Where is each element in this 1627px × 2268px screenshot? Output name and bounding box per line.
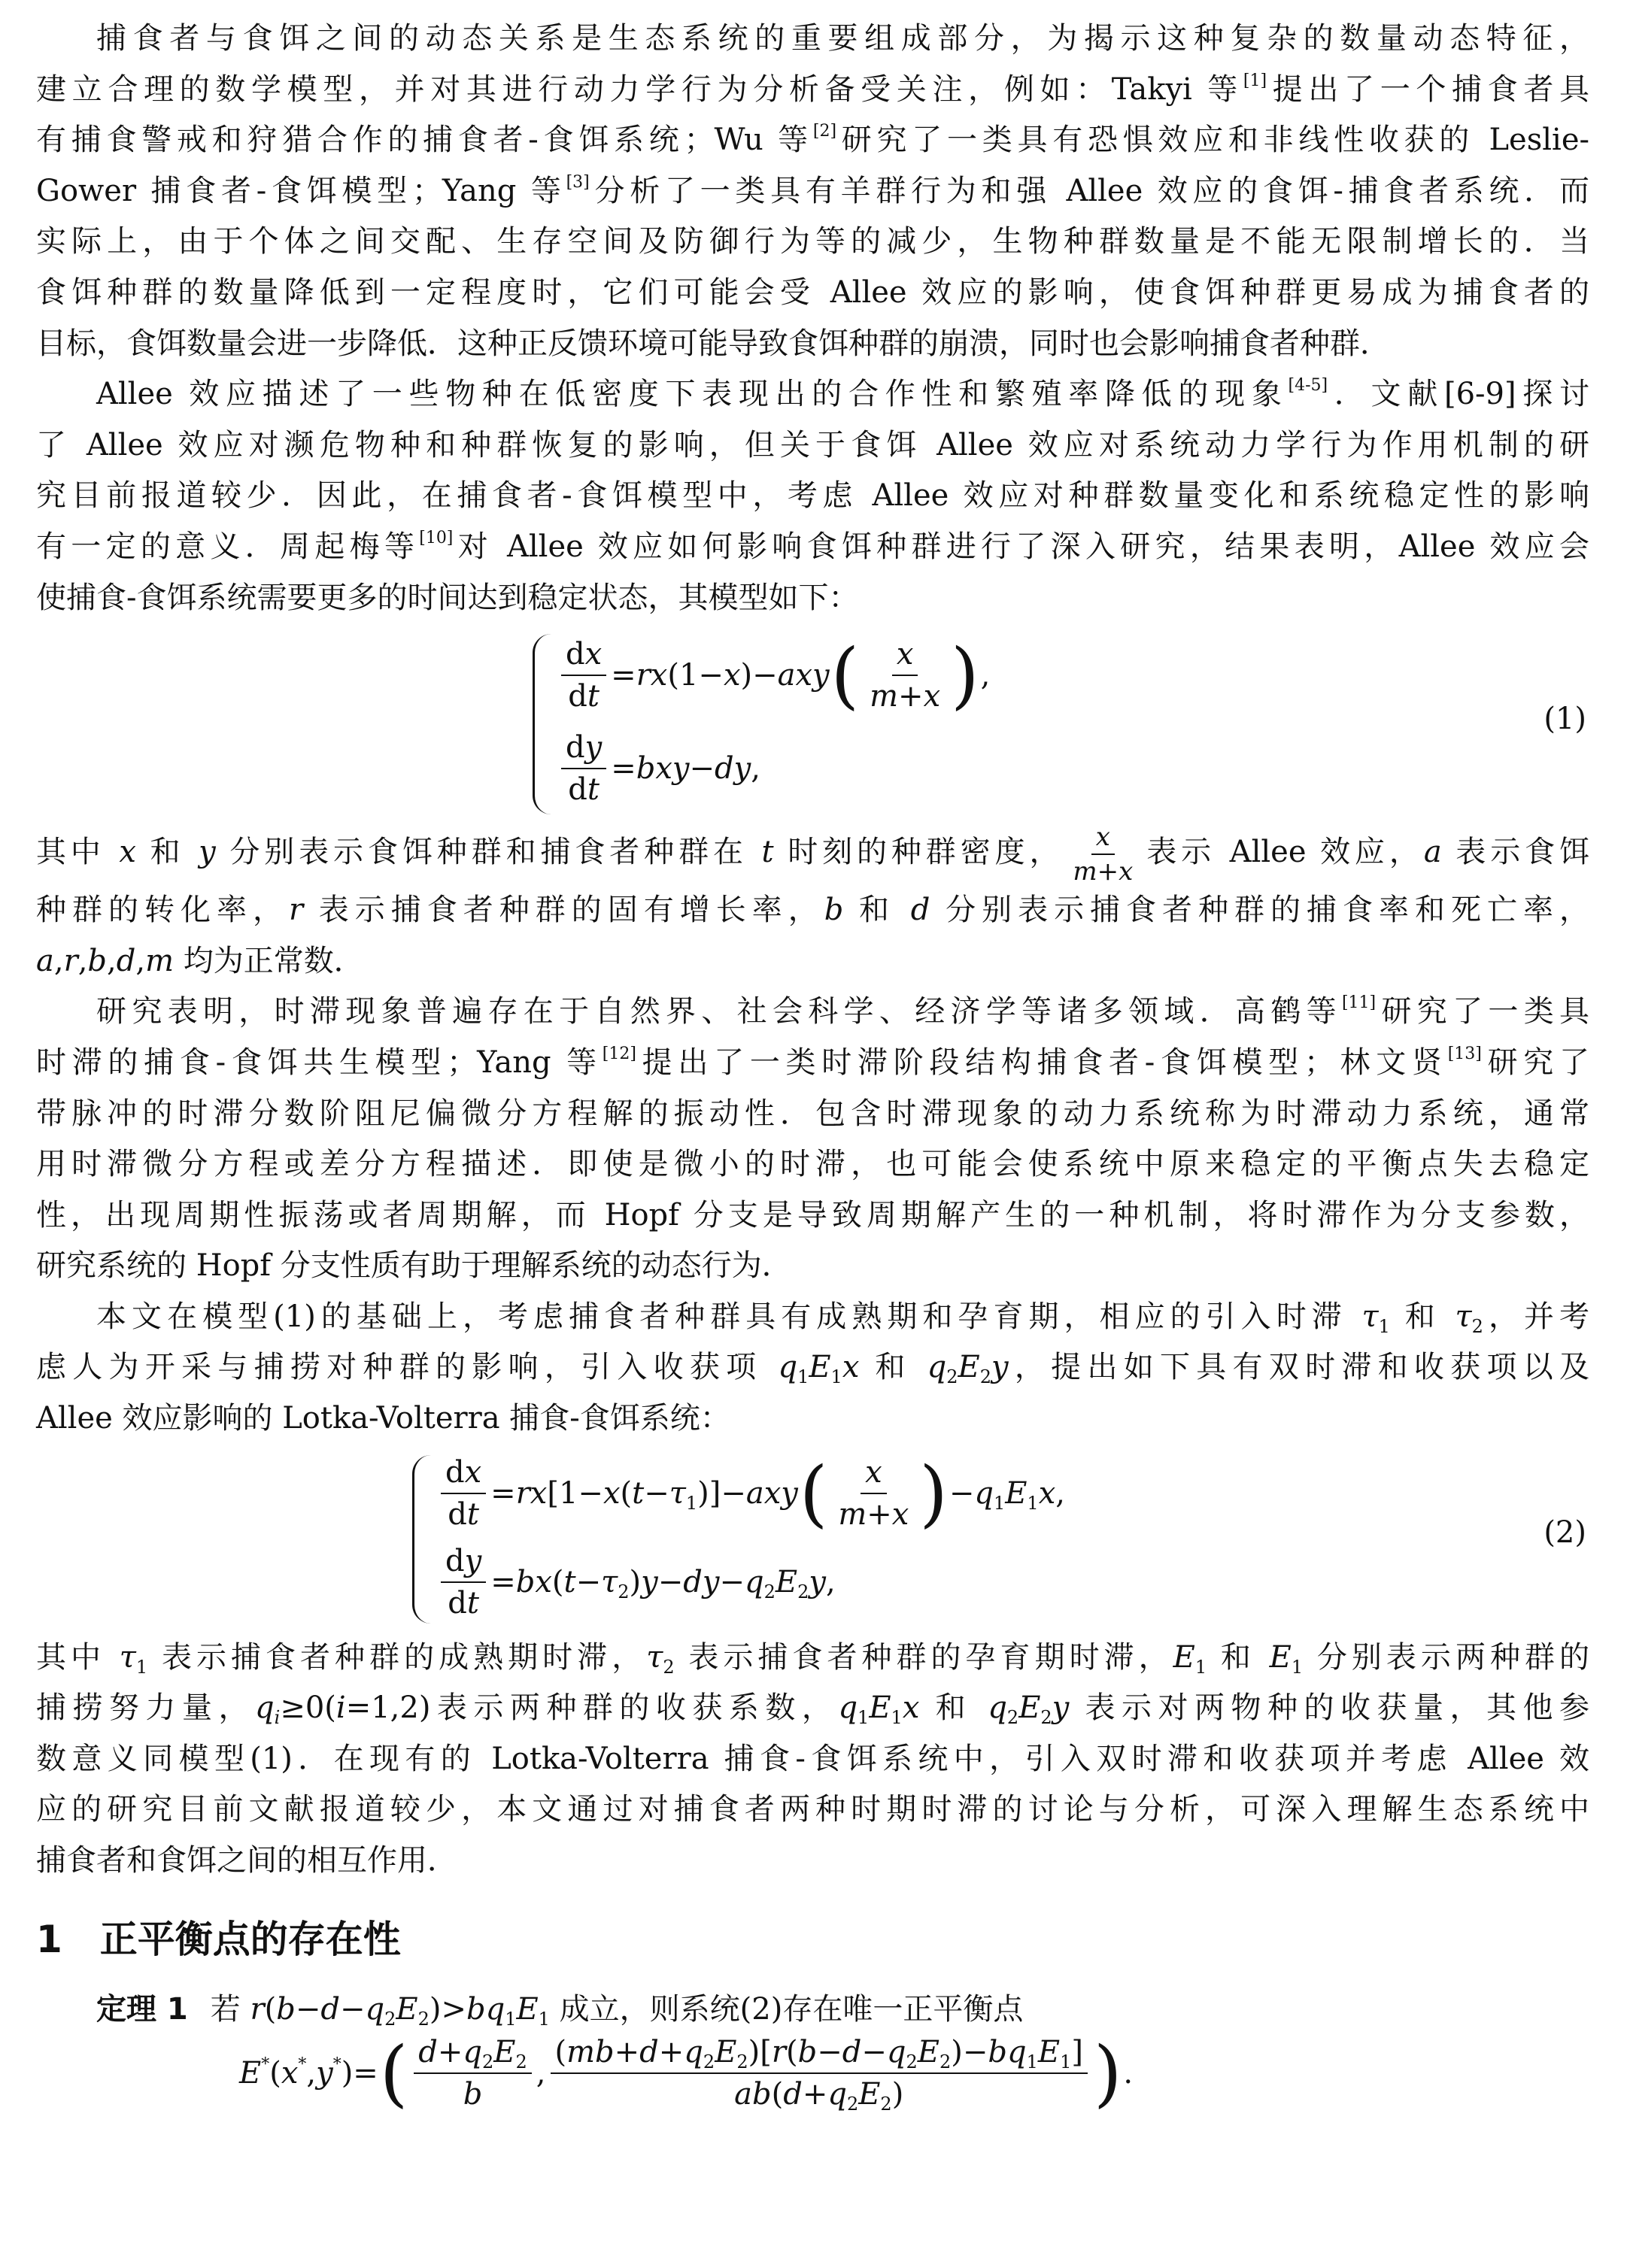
paragraph-parameters xyxy=(36,1633,1589,1887)
text-line: 用时滞微分方程或差分方程描述．即使是微小的时滞，也可能会使系统中原来稳定的平衡点失去稳定 xyxy=(36,1147,1589,1182)
text-line: Allee 效应影响的 Lotka-Volterra 捕食-食饵系统： xyxy=(36,1401,730,1436)
text-line: 有一定的意义．周起梅等[10]对 Allee 效应如何影响食饵种群进行了深入研究，结果表明，Allee 效应会 xyxy=(36,528,1589,564)
text-line: 目标，食饵数量会进一步降低．这种正反馈环境可能导致食饵种群的崩溃，同时也会影响捕食者种群． xyxy=(36,326,1390,361)
text-line: 时滞的捕食-食饵共生模型；Yang 等[12]提出了一类时滞阶段结构捕食者-食饵模型；林文贤[13]研究了 xyxy=(36,1044,1590,1080)
theorem-label: 定理 1 xyxy=(96,1991,188,2027)
text-line: 捕食者与食饵之间的动态关系是生态系统的重要组成部分，为揭示这种复杂的数量动态特征， xyxy=(96,21,1589,56)
text-line: 了 Allee 效应对濒危物种和种群恢复的影响，但关于食饵 Allee 效应对系统动力学行为作用机制的研 xyxy=(36,427,1589,462)
text-line: 带脉冲的时滞分数阶阻尼偏微分方程解的振动性．包含时滞现象的动力系统称为时滞动力系统，通常 xyxy=(36,1096,1589,1131)
equation-2 xyxy=(36,1451,1589,1624)
section-title: 正平衡点的存在性 xyxy=(99,1917,401,1961)
equation-1 xyxy=(36,634,1589,814)
equation-2-line-1: $\frac{dx}{dt}$ $=rx[1-x(t-\tau_1)]-axy$ ( $\frac{x}{m+x}$ ) $-q_1E_1x$, xyxy=(436,1455,1065,1532)
text-line: 究目前报道较少．因此，在捕食者-食饵模型中，考虑 Allee 效应对种群数量变化和系统稳定性的影响 xyxy=(36,478,1589,514)
theorem-1 xyxy=(36,1984,1589,2035)
text-line: 性，出现周期性振荡或者周期解，而 Hopf 分支是导致周期解产生的一种机制，将时滞作为分支参数， xyxy=(36,1197,1589,1233)
left-brace xyxy=(533,634,551,814)
equation-1-number: (1) xyxy=(1544,702,1586,737)
text-line: 本文在模型(1)的基础上，考虑捕食者种群具有成熟期和孕育期，相应的引入时滞 $\tau_1$ 和 $\tau_2$，并考 xyxy=(96,1299,1590,1337)
text-line: 应的研究目前文献报道较少，本文通过对捕食者两种时期时滞的讨论与分析，可深入理解生态系统中 xyxy=(36,1792,1589,1827)
text-line: 研究系统的 Hopf 分支性质有助于理解系统的动态行为． xyxy=(36,1248,792,1284)
text-line: 食饵种群的数量降低到一定程度时，它们可能会受 Allee 效应的影响，使食饵种群更易成为捕食者的 xyxy=(36,274,1589,310)
text-line: a,r,b,d,m 均为正常数． xyxy=(36,943,364,978)
text-line: 捕捞努力量，$q_i\ge 0(i=1,2)$表示两种群的收获系数，$q_1E_1x$ 和 $q_2E_2y$ 表示对两物种的收获量，其他参 xyxy=(36,1690,1590,1729)
paragraph-model-explanation xyxy=(36,823,1589,987)
text-line: 实际上，由于个体之间交配、生存空间及防御行为等的减少，生物种群数量是不能无限制增长的．当 xyxy=(36,224,1589,259)
text-line: 使捕食-食饵系统需要更多的时间达到稳定状态，其模型如下： xyxy=(36,580,859,615)
paragraph-proposed-model xyxy=(36,1292,1589,1445)
text-line: 建立合理的数学模型，并对其进行动力学行为分析备受关注，例如：Takyi 等[1]提出了一个捕食者具 xyxy=(36,71,1590,107)
text-line: 数意义同模型(1)．在现有的 Lotka-Volterra 捕食-食饵系统中，引入双时滞和收获项并考虑 Allee 效 xyxy=(36,1741,1589,1776)
equation-2-line-2: $\frac{dy}{dt}$ $=bx(t-\tau_2)y-dy-q_2E_2y$, xyxy=(436,1544,836,1621)
text-line: 研究表明，时滞现象普遍存在于自然界、社会科学、经济学等诸多领域．高鹤等[11]研究了一类具 xyxy=(96,993,1590,1029)
paragraph-allee xyxy=(36,369,1589,623)
equilibrium-formula: E*(x*,y*)= ( $\frac{d+q_2E_2}{b}$ , $\frac{(mb+d+q_2E_2)[r(b-d-q_2E_2)-bq_1E_1]}{ab(d+q_2E_2)}$ ) . xyxy=(239,2030,1134,2115)
equilibrium-equation xyxy=(36,2030,1589,2133)
section-number: 1 xyxy=(36,1917,62,1961)
text-line: Allee 效应描述了一些物种在低密度下表现出的合作性和繁殖率降低的现象[4-5]．文献[6-9]探讨 xyxy=(96,376,1590,412)
paragraph-intro xyxy=(36,14,1589,369)
equation-2-number: (2) xyxy=(1544,1515,1586,1550)
paper-page xyxy=(36,14,1589,2133)
equation-1-line-1: $\frac{dx}{dt}$ =rx(1−x)−axy ( $\frac{x}{m+x}$ ) , xyxy=(557,637,990,714)
paragraph-delay xyxy=(36,987,1589,1292)
text-line: 种群的转化率，r 表示捕食者种群的固有增长率，b 和 d 分别表示捕食者种群的捕食率和死亡率， xyxy=(36,893,1589,928)
left-brace xyxy=(412,1455,431,1624)
text-line: 捕食者和食饵之间的相互作用． xyxy=(36,1843,457,1878)
equation-1-line-2: $\frac{dy}{dt}$ =bxy−dy, xyxy=(557,730,760,807)
theorem-statement: 若 $r(b-d-q_2E_2)>bq_1E_1$ 成立，则系统(2)存在唯一正平衡点 xyxy=(210,1991,1024,2030)
section-heading xyxy=(36,1909,1589,1969)
text-line: Gower 捕食者-食饵模型；Yang 等[3]分析了一类具有羊群行为和强 Allee 效应的食饵-捕食者系统．而 xyxy=(36,172,1589,208)
text-line: 其中 $\tau_1$ 表示捕食者种群的成熟期时滞，$\tau_2$ 表示捕食者种群的孕育期时滞，$E_1$ 和 $E_1$ 分别表示两种群的 xyxy=(36,1639,1589,1678)
text-line: 其中 x 和 y 分别表示食饵种群和捕食者种群在 t 时刻的种群密度， $\frac{x}{m+x}$ 表示 Allee 效应，a 表示食饵 xyxy=(36,822,1590,887)
text-line: 有捕食警戒和狩猎合作的捕食者-食饵系统；Wu 等[2]研究了一类具有恐惧效应和非线性收获的 Leslie- xyxy=(36,122,1590,158)
text-line: 虑人为开采与捕捞对种群的影响，引入收获项 $q_1E_1x$ 和 $q_2E_2y$，提出如下具有双时滞和收获项以及 xyxy=(36,1350,1589,1388)
